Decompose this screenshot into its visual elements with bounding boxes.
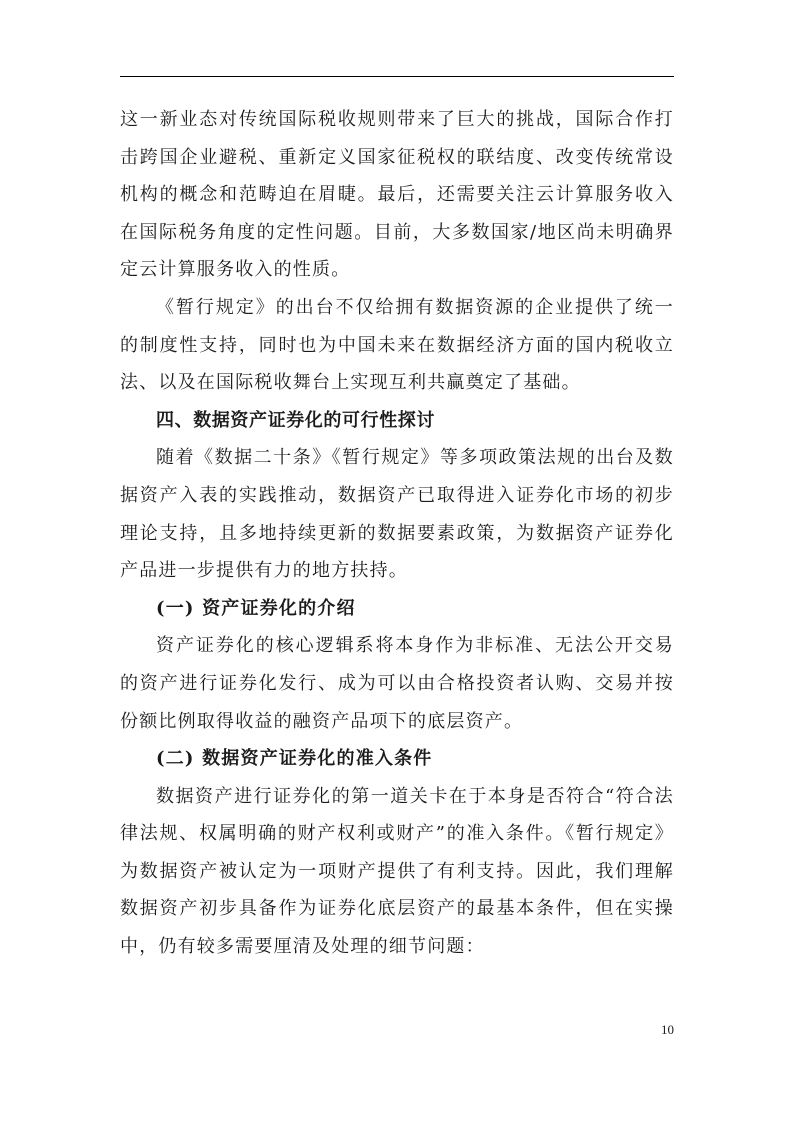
- page-number: 10: [661, 1022, 674, 1037]
- paragraph-policy-background: 随着《数据二十条》《暂行规定》等多项政策法规的出台及数据资产入表的实践推动，数据资产已取得进入证券化市场的初步理论支持，且多地持续更新的数据要素政策，为数据资产证券化产品进一步提供有力的地方扶持。: [120, 447, 674, 582]
- paragraph-tax-challenges: 这一新业态对传统国际税收规则带来了巨大的挑战，国际合作打击跨国企业避税、重新定义国家征税权的联结度、改变传统常设机构的概念和范畴迫在眉睫。最后，还需要关注云计算服务收入在国际税务角度的定性问题。目前，大多数国家/地区尚未明确界定云计算服务收入的性质。: [120, 109, 674, 281]
- document-body: [120, 101, 674, 966]
- section-heading-securitization: 四、数据资产证券化的可行性探讨: [156, 409, 435, 431]
- header-rule: [120, 76, 674, 77]
- subheading-access-conditions: (二) 数据资产证券化的准入条件: [156, 748, 433, 770]
- paragraph-access-conditions: 数据资产进行证券化的第一道关卡在于本身是否符合“符合法律法规、权属明确的财产权利或财产”的准入条件。《暂行规定》为数据资产被认定为一项财产提供了有利支持。因此，我们理解数据资产初步具备作为证券化底层资产的最基本条件，但在实操中，仍有较多需要厘清及处理的细节问题：: [120, 785, 674, 958]
- subheading-securitization-intro: (一) 资产证券化的介绍: [156, 597, 356, 619]
- paragraph-interim-provisions: 《暂行规定》的出台不仅给拥有数据资源的企业提供了统一的制度性支持，同时也为中国未来在数据经济方面的国内税收立法、以及在国际税收舞台上实现互利共赢奠定了基础。: [120, 296, 674, 394]
- paragraph-securitization-logic: 资产证券化的核心逻辑系将本身作为非标准、无法公开交易的资产进行证券化发行、成为可以由合格投资者认购、交易并按份额比例取得收益的融资产品项下的底层资产。: [120, 635, 674, 732]
